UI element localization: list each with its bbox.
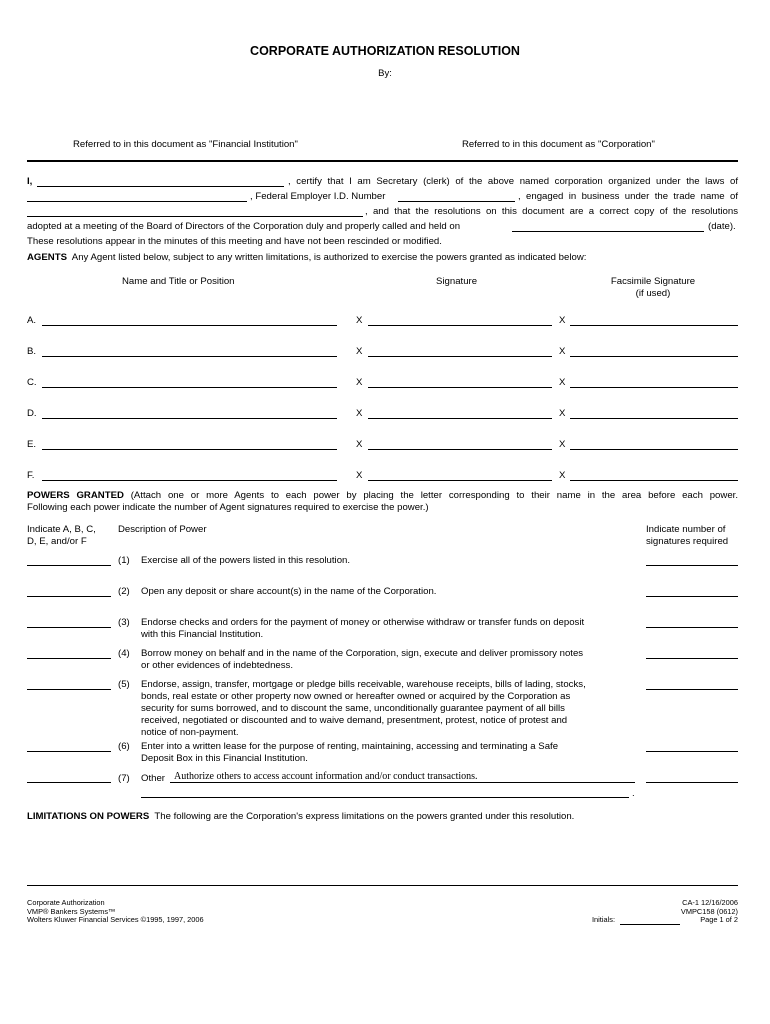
power-2-number: (2) [118, 586, 130, 597]
agent-f-name-field[interactable] [42, 480, 337, 481]
agent-e-facsimile-field[interactable] [570, 449, 738, 450]
power-5-description-line: notice of non-payment. [141, 727, 239, 738]
power-7-other-line2[interactable] [141, 797, 629, 798]
col-indicate-line2: D, E, and/or F [27, 536, 87, 547]
state-of-organization-field[interactable] [27, 201, 247, 202]
power-5-agent-letter-field[interactable] [27, 689, 111, 690]
footer-page-number: Page 1 of 2 [700, 915, 738, 925]
power-5-description-line: Endorse, assign, transfer, mortgage or pledge bills receivable, warehouse receipts, bills of lading, stocks, [141, 679, 586, 690]
power-1-agent-letter-field[interactable] [27, 565, 111, 566]
footer-left-line2: VMP® Bankers Systems™ [27, 906, 116, 916]
agent-c-facsimile-x: X [559, 377, 566, 388]
footer-left-line3: Wolters Kluwer Financial Services ©1995, 1997, 2006 [27, 915, 204, 925]
certify-line4-tail: (date). [708, 221, 736, 232]
powers-intro-line1 [27, 490, 738, 501]
power-6-description-line: Deposit Box in this Financial Institution. [141, 753, 308, 764]
certify-line3-tail: , and that the resolutions on this document are a correct copy of the resolutions [365, 206, 738, 217]
agent-a-facsimile-x: X [559, 315, 566, 326]
power-6-signatures-field[interactable] [646, 751, 738, 752]
federal-employer-id-field[interactable] [398, 201, 515, 202]
col-indicate-line1: Indicate A, B, C, [27, 524, 96, 535]
agent-c-name-field[interactable] [42, 387, 337, 388]
agent-b-name-field[interactable] [42, 356, 337, 357]
agents-text: Any Agent listed below, subject to any written limitations, is authorized to exercise the powers granted as indicated below: [71, 252, 587, 263]
agent-d-signature-field[interactable] [368, 418, 552, 419]
footer-vmp-code: VMPC158 (0612) [680, 906, 738, 916]
power-1-description-line: Exercise all of the powers listed in this resolution. [141, 555, 351, 566]
agents-paragraph [27, 252, 586, 263]
power-5-description-line: bonds, real estate or other property now owned or hereafter owned or acquired by the Corporation as [141, 691, 571, 702]
limitations-label: LIMITATIONS ON POWERS [27, 811, 150, 822]
header-divider [27, 160, 738, 162]
agent-a-letter: A. [27, 315, 37, 326]
agent-e-name-field[interactable] [42, 449, 337, 450]
agent-e-signature-field[interactable] [368, 449, 552, 450]
power-7-number: (7) [118, 773, 130, 784]
limitations-paragraph [27, 811, 574, 822]
ref-corporation: Referred to in this document as "Corporation" [462, 139, 655, 150]
agent-a-name-field[interactable] [42, 325, 337, 326]
agent-b-facsimile-x: X [559, 346, 566, 357]
certify-line4-head: adopted at a meeting of the Board of Directors of the Corporation duly and properly called and held on [27, 221, 461, 232]
agent-e-signature-x: X [356, 439, 363, 450]
power-7-other-line1 [170, 782, 635, 783]
agent-f-signature-x: X [356, 470, 363, 481]
agent-b-signature-x: X [356, 346, 363, 357]
powers-label: POWERS GRANTED [27, 490, 124, 501]
meeting-date-field[interactable] [512, 231, 704, 232]
document-title: CORPORATE AUTHORIZATION RESOLUTION [250, 44, 520, 58]
power-7-other-label: Other [141, 773, 165, 784]
agent-a-facsimile-field[interactable] [570, 325, 738, 326]
power-3-signatures-field[interactable] [646, 627, 738, 628]
power-1-signatures-field[interactable] [646, 565, 738, 566]
agent-a-signature-field[interactable] [368, 325, 552, 326]
agent-d-signature-x: X [356, 408, 363, 419]
power-7-signatures-field[interactable] [646, 782, 738, 783]
powers-intro-line2: Following each power indicate the number of Agent signatures required to exercise the power.) [27, 502, 429, 513]
agent-d-facsimile-field[interactable] [570, 418, 738, 419]
agent-c-facsimile-field[interactable] [570, 387, 738, 388]
certify-line5: These resolutions appear in the minutes of this meeting and have not been rescinded or modified. [27, 236, 442, 247]
agents-label: AGENTS [27, 252, 67, 263]
by-label: By: [378, 68, 392, 79]
agent-a-signature-x: X [356, 315, 363, 326]
power-7-agent-letter-field[interactable] [27, 782, 111, 783]
power-5-signatures-field[interactable] [646, 689, 738, 690]
agent-e-letter: E. [27, 439, 37, 450]
powers-intro-text: (Attach one or more Agents to each power by placing the letter corresponding to their name in the area before each power. [130, 490, 738, 501]
agent-f-facsimile-x: X [559, 470, 566, 481]
agent-f-signature-field[interactable] [368, 480, 552, 481]
footer-left-line1: Corporate Authorization [27, 898, 105, 907]
initials-field[interactable] [620, 924, 680, 925]
power-4-number: (4) [118, 648, 130, 659]
power-7-other-value[interactable]: Authorize others to access account information and/or conduct transactions. [174, 771, 478, 782]
power-4-description-line: or other evidences of indebtedness. [141, 660, 294, 671]
col-signature: Signature [436, 276, 478, 287]
power-4-description-line: Borrow money on behalf and in the name of the Corporation, sign, execute and deliver promissory notes [141, 648, 584, 659]
power-1-number: (1) [118, 555, 130, 566]
power-5-description-line: security for sums borrowed, and to discount the same, unconditionally guarantee payment of all bills [141, 703, 565, 714]
agent-e-facsimile-x: X [559, 439, 566, 450]
power-6-agent-letter-field[interactable] [27, 751, 111, 752]
footer-left [27, 899, 204, 925]
agent-d-letter: D. [27, 408, 37, 419]
power-5-number: (5) [118, 679, 130, 690]
agent-c-signature-field[interactable] [368, 387, 552, 388]
agent-c-letter: C. [27, 377, 37, 388]
power-4-agent-letter-field[interactable] [27, 658, 111, 659]
secretary-name-field[interactable] [37, 186, 284, 187]
footer-right [681, 899, 738, 925]
certify-line2-mid: , Federal Employer I.D. Number [250, 191, 386, 202]
col-number-line1: Indicate number of [646, 524, 726, 535]
agent-b-signature-field[interactable] [368, 356, 552, 357]
power-3-agent-letter-field[interactable] [27, 627, 111, 628]
col-name-title: Name and Title or Position [122, 276, 235, 287]
agent-b-letter: B. [27, 346, 37, 357]
power-3-description-line: with this Financial Institution. [141, 629, 264, 640]
agent-b-facsimile-field[interactable] [570, 356, 738, 357]
agent-d-facsimile-x: X [559, 408, 566, 419]
power-6-number: (6) [118, 741, 130, 752]
power-2-signatures-field[interactable] [646, 596, 738, 597]
power-2-description-line: Open any deposit or share account(s) in the name of the Corporation. [141, 586, 437, 597]
i-label: I, [27, 176, 33, 187]
certify-line2-tail: , engaged in business under the trade name of [518, 191, 738, 202]
agent-d-name-field[interactable] [42, 418, 337, 419]
certify-line1: , certify that I am Secretary (clerk) of the above named corporation organized under the laws of [288, 176, 738, 187]
power-3-number: (3) [118, 617, 130, 628]
power-2-agent-letter-field[interactable] [27, 596, 111, 597]
footer-initials-label: Initials: [592, 915, 616, 924]
ref-financial-institution: Referred to in this document as "Financial Institution" [73, 139, 298, 150]
agent-c-signature-x: X [356, 377, 363, 388]
power-6-description-line: Enter into a written lease for the purpose of renting, maintaining, accessing and terminating a Safe [141, 741, 559, 752]
limitations-text: The following are the Corporation's express limitations on the powers granted under this resolution. [154, 811, 575, 822]
trade-name-field[interactable] [27, 216, 363, 217]
footer-divider [27, 885, 738, 886]
power-4-signatures-field[interactable] [646, 658, 738, 659]
col-facsimile: Facsimile Signature [610, 276, 696, 287]
power-5-description-line: received, negotiated or discounted and to waive demand, presentment, protest, notice of protest and [141, 715, 568, 726]
col-description: Description of Power [118, 524, 207, 535]
col-facsimile-sub: (if used) [635, 288, 671, 299]
footer-form-code: CA-1 12/16/2006 [682, 898, 738, 907]
power-3-description-line: Endorse checks and orders for the payment of money or otherwise withdraw or transfer funds on deposit [141, 617, 585, 628]
col-number-line2: signatures required [646, 536, 729, 547]
agent-f-letter: F. [27, 470, 35, 481]
power-7-period: . [632, 788, 635, 799]
agent-f-facsimile-field[interactable] [570, 480, 738, 481]
